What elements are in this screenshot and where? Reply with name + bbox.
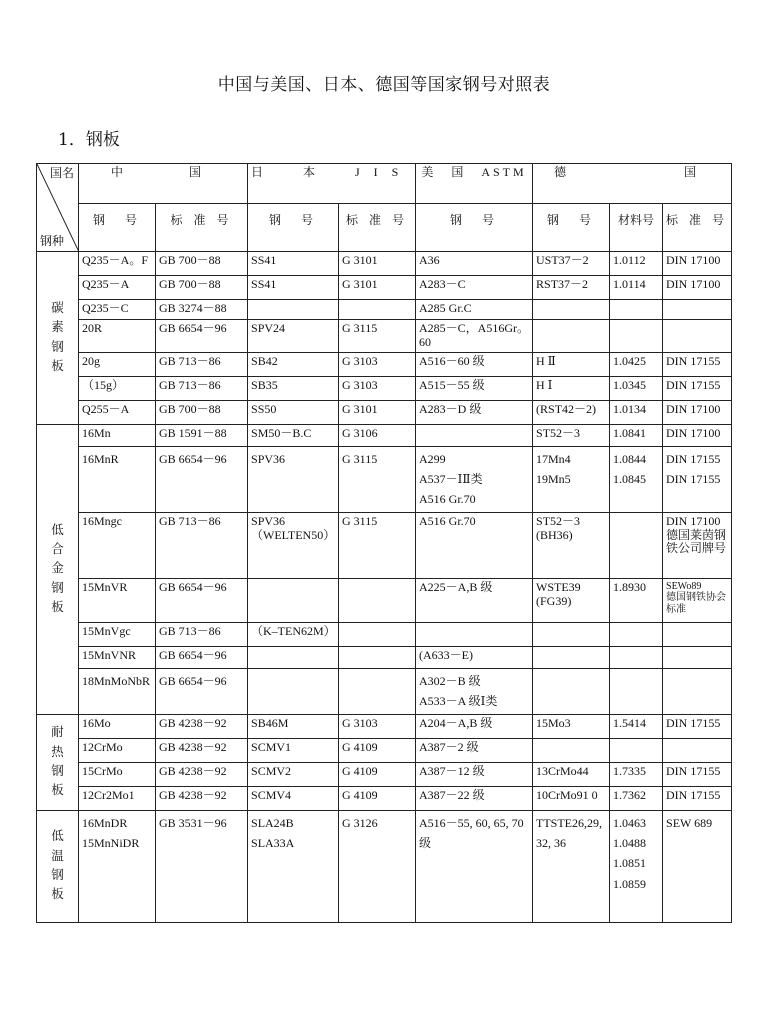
din-grade-cell xyxy=(533,646,610,668)
din-standard-cell: DIN 17100 xyxy=(663,276,732,300)
header-corner-cell xyxy=(37,164,79,252)
category-char: 钢 xyxy=(51,868,64,883)
din-standard-cell: DIN 17155 xyxy=(663,714,732,738)
china-grade-cell: 18MnMoNbR xyxy=(79,668,156,714)
china-standard-cell: GB 713－86 xyxy=(156,352,248,376)
jis-grade-cell: SPV36 xyxy=(248,446,339,512)
column-header: 材料号 xyxy=(610,204,663,252)
din-standard-cell: DIN 17155 xyxy=(663,352,732,376)
category-char: 钢 xyxy=(51,339,64,354)
china-standard-cell: GB 713－86 xyxy=(156,512,248,578)
jis-grade-cell xyxy=(248,300,339,320)
jis-grade-cell: SB42 xyxy=(248,352,339,376)
din-material-no-cell xyxy=(610,512,663,578)
astm-grade-cell: A516－55, 60, 65, 70 级 xyxy=(416,810,533,922)
din-material-no-cell: 1.0345 xyxy=(610,376,663,400)
din-grade-cell: (RST42－2) xyxy=(533,400,610,424)
table-row xyxy=(37,424,732,446)
din-standard-cell: DIN 17100 xyxy=(663,252,732,276)
china-grade-cell: 15MnVgc xyxy=(79,622,156,646)
din-standard-cell: DIN 17155 DIN 17155 xyxy=(663,446,732,512)
jis-grade-cell: SS41 xyxy=(248,276,339,300)
din-material-no-cell: 1.7335 xyxy=(610,762,663,786)
astm-grade-cell: A515－55 级 xyxy=(416,376,533,400)
astm-grade-cell: A283－C xyxy=(416,276,533,300)
china-standard-cell: GB 713－86 xyxy=(156,376,248,400)
astm-grade-cell: A283－D 级 xyxy=(416,400,533,424)
column-header: 钢 号 xyxy=(79,204,156,252)
astm-grade-cell: A516－60 级 xyxy=(416,352,533,376)
din-grade-cell: ST52－3 (BH36) xyxy=(533,512,610,578)
category-char: 素 xyxy=(51,320,64,335)
category-cell xyxy=(37,714,79,810)
jis-grade-cell: SCMV4 xyxy=(248,786,339,810)
china-grade-cell: Q235－A xyxy=(79,276,156,300)
jis-standard-cell: G 4109 xyxy=(339,786,416,810)
table-row xyxy=(37,714,732,738)
column-header: 钢 号 xyxy=(248,204,339,252)
din-standard-cell: DIN 17155 xyxy=(663,786,732,810)
china-standard-cell: GB 6654－96 xyxy=(156,320,248,353)
china-grade-cell: 16Mo xyxy=(79,714,156,738)
din-material-no-cell xyxy=(610,646,663,668)
table-row xyxy=(37,446,732,512)
din-material-no-cell: 1.0112 xyxy=(610,252,663,276)
china-grade-cell: 15CrMo xyxy=(79,762,156,786)
jis-grade-cell: SS41 xyxy=(248,252,339,276)
jis-standard-cell: G 3115 xyxy=(339,512,416,578)
din-material-no-cell xyxy=(610,738,663,762)
china-grade-cell: 15MnVR xyxy=(79,578,156,622)
category-char: 钢 xyxy=(51,580,64,595)
din-material-no-cell xyxy=(610,622,663,646)
category-char: 钢 xyxy=(51,764,64,779)
table-row xyxy=(37,300,732,320)
din-grade-cell: H Ⅱ xyxy=(533,352,610,376)
astm-grade-cell: A299 A537－ⅠⅡ类 A516 Gr.70 xyxy=(416,446,533,512)
table-row xyxy=(37,810,732,922)
china-standard-cell: GB 1591－88 xyxy=(156,424,248,446)
column-header: 标 准 号 xyxy=(663,204,732,252)
jis-grade-cell: SB46M xyxy=(248,714,339,738)
din-standard-cell: DIN 17155 xyxy=(663,376,732,400)
din-grade-cell: RST37－2 xyxy=(533,276,610,300)
china-standard-cell: GB 4238－92 xyxy=(156,738,248,762)
china-standard-cell: GB 713－86 xyxy=(156,622,248,646)
table-row xyxy=(37,738,732,762)
din-standard-cell xyxy=(663,668,732,714)
corner-steel-type-label: 钢种 xyxy=(40,233,65,248)
din-material-no-cell: 1.0463 1.0488 1.0851 1.0859 xyxy=(610,810,663,922)
corner-country-label: 国名 xyxy=(49,166,74,180)
country-header-usa: 美 国 ASTM xyxy=(416,164,533,204)
china-grade-cell: （15g） xyxy=(79,376,156,400)
china-standard-cell: GB 6654－96 xyxy=(156,578,248,622)
table-body xyxy=(37,252,732,923)
astm-grade-cell: A225－A,B 级 xyxy=(416,578,533,622)
jis-grade-cell: SS50 xyxy=(248,400,339,424)
din-standard-cell xyxy=(663,622,732,646)
jis-grade-cell xyxy=(248,646,339,668)
table-row xyxy=(37,320,732,353)
country-header-japan: 日 本 JIS xyxy=(248,164,416,204)
category-char: 合 xyxy=(51,542,64,556)
china-grade-cell: 16MnR xyxy=(79,446,156,512)
china-grade-cell: Q235－C xyxy=(79,300,156,320)
document-title: 中国与美国、日本、德国等国家钢号对照表 xyxy=(217,75,551,95)
jis-standard-cell: G 3103 xyxy=(339,376,416,400)
astm-grade-cell xyxy=(416,622,533,646)
table-row xyxy=(37,352,732,376)
din-grade-cell xyxy=(533,320,610,353)
table-row xyxy=(37,276,732,300)
category-cell xyxy=(37,424,79,714)
astm-grade-cell: A204－A,B 级 xyxy=(416,714,533,738)
din-grade-cell: UST37－2 xyxy=(533,252,610,276)
astm-grade-cell: (A633－E) xyxy=(416,646,533,668)
china-standard-cell: GB 6654－96 xyxy=(156,646,248,668)
china-grade-cell: 16MnDR 15MnNiDR xyxy=(79,810,156,922)
din-standard-cell: SEW 689 xyxy=(663,810,732,922)
jis-standard-cell: G 3115 xyxy=(339,446,416,512)
jis-grade-cell: SB35 xyxy=(248,376,339,400)
din-material-no-cell xyxy=(610,300,663,320)
table-row xyxy=(37,578,732,622)
jis-standard-cell: G 3103 xyxy=(339,714,416,738)
din-standard-cell: DIN 17155 xyxy=(663,762,732,786)
din-material-no-cell: 1.7362 xyxy=(610,786,663,810)
jis-standard-cell xyxy=(339,646,416,668)
column-header: 钢 号 xyxy=(533,204,610,252)
din-standard-cell: DIN 17100 德国莱茵钢 铁公司牌号 xyxy=(663,512,732,578)
table-row xyxy=(37,512,732,578)
astm-grade-cell: A302－B 级 A533－A 级Ⅰ类 xyxy=(416,668,533,714)
jis-grade-cell xyxy=(248,578,339,622)
jis-grade-cell: （K–TEN62M） xyxy=(248,622,339,646)
country-header-germany: 德 国 xyxy=(533,164,732,204)
jis-grade-cell: SM50－B.C xyxy=(248,424,339,446)
din-material-no-cell: 1.8930 xyxy=(610,578,663,622)
country-header-china: 中 国 xyxy=(79,164,248,204)
jis-standard-cell: G 4109 xyxy=(339,738,416,762)
china-standard-cell: GB 4238－92 xyxy=(156,714,248,738)
china-grade-cell: 20R xyxy=(79,320,156,353)
china-standard-cell: GB 3274－88 xyxy=(156,300,248,320)
category-char: 板 xyxy=(51,359,64,374)
jis-grade-cell: SLA24B SLA33A xyxy=(248,810,339,922)
china-grade-cell: 15MnVNR xyxy=(79,646,156,668)
din-grade-cell xyxy=(533,622,610,646)
table-row xyxy=(37,400,732,424)
jis-grade-cell xyxy=(248,668,339,714)
din-material-no-cell: 1.0134 xyxy=(610,400,663,424)
category-char: 板 xyxy=(51,887,64,902)
din-standard-cell xyxy=(663,646,732,668)
din-grade-cell xyxy=(533,668,610,714)
category-cell xyxy=(37,252,79,425)
astm-grade-cell: A36 xyxy=(416,252,533,276)
din-material-no-cell xyxy=(610,320,663,353)
china-standard-cell: GB 6654－96 xyxy=(156,446,248,512)
category-char: 低 xyxy=(51,829,64,844)
din-grade-cell: 17Mn4 19Mn5 xyxy=(533,446,610,512)
din-standard-cell: SEWo89 德国钢铁协会标准 xyxy=(663,578,732,622)
astm-grade-cell: A285 Gr.C xyxy=(416,300,533,320)
din-grade-cell: 13CrMo44 xyxy=(533,762,610,786)
china-standard-cell: GB 4238－92 xyxy=(156,762,248,786)
jis-standard-cell: G 3103 xyxy=(339,352,416,376)
china-standard-cell: GB 700－88 xyxy=(156,400,248,424)
category-cell xyxy=(37,810,79,922)
din-grade-cell xyxy=(533,300,610,320)
din-standard-cell xyxy=(663,320,732,353)
category-char: 耐 xyxy=(51,725,64,740)
jis-standard-cell: G 3101 xyxy=(339,276,416,300)
jis-standard-cell xyxy=(339,578,416,622)
din-grade-cell: WSTE39 (FG39) xyxy=(533,578,610,622)
din-grade-cell xyxy=(533,738,610,762)
table-row xyxy=(37,786,732,810)
din-material-no-cell: 1.0844 1.0845 xyxy=(610,446,663,512)
astm-grade-cell: A387－12 级 xyxy=(416,762,533,786)
china-grade-cell: 16Mngc xyxy=(79,512,156,578)
category-char: 温 xyxy=(51,848,64,863)
din-grade-cell: 15Mo3 xyxy=(533,714,610,738)
jis-grade-cell: SCMV1 xyxy=(248,738,339,762)
steel-grade-table xyxy=(36,163,732,923)
section-heading: 1．钢板 xyxy=(58,130,120,150)
din-standard-cell: DIN 17100 xyxy=(663,424,732,446)
jis-standard-cell: G 3115 xyxy=(339,320,416,353)
china-standard-cell: GB 3531－96 xyxy=(156,810,248,922)
astm-grade-cell: A516 Gr.70 xyxy=(416,512,533,578)
table-row xyxy=(37,252,732,276)
din-material-no-cell: 1.0425 xyxy=(610,352,663,376)
column-header: 标 准 号 xyxy=(339,204,416,252)
table-row xyxy=(37,646,732,668)
china-grade-cell: 12Cr2Mo1 xyxy=(79,786,156,810)
din-material-no-cell: 1.0114 xyxy=(610,276,663,300)
astm-grade-cell: A285－C，A516Gr。60 xyxy=(416,320,533,353)
china-standard-cell: GB 700－88 xyxy=(156,252,248,276)
china-standard-cell: GB 700－88 xyxy=(156,276,248,300)
column-header: 钢 号 xyxy=(416,204,533,252)
china-grade-cell: 20g xyxy=(79,352,156,376)
din-standard-cell xyxy=(663,300,732,320)
jis-grade-cell: SCMV2 xyxy=(248,762,339,786)
astm-grade-cell xyxy=(416,424,533,446)
din-standard-cell: DIN 17100 xyxy=(663,400,732,424)
china-grade-cell: 12CrMo xyxy=(79,738,156,762)
din-grade-cell: TTSTE26,29, 32, 36 xyxy=(533,810,610,922)
column-header: 标 准 号 xyxy=(156,204,248,252)
china-grade-cell: 16Mn xyxy=(79,424,156,446)
jis-grade-cell: SPV36 （WELTEN50） xyxy=(248,512,339,578)
china-grade-cell: Q235－A。F xyxy=(79,252,156,276)
astm-grade-cell: A387－2 级 xyxy=(416,738,533,762)
din-material-no-cell xyxy=(610,668,663,714)
jis-standard-cell xyxy=(339,622,416,646)
category-char: 板 xyxy=(51,600,64,615)
din-grade-cell: H Ⅰ xyxy=(533,376,610,400)
jis-standard-cell: G 3101 xyxy=(339,400,416,424)
din-grade-cell: ST52－3 xyxy=(533,424,610,446)
din-material-no-cell: 1.5414 xyxy=(610,714,663,738)
category-char: 热 xyxy=(51,744,64,759)
table-row xyxy=(37,622,732,646)
astm-grade-cell: A387－22 级 xyxy=(416,786,533,810)
category-char: 板 xyxy=(51,783,64,798)
jis-standard-cell: G 3106 xyxy=(339,424,416,446)
category-char: 碳 xyxy=(51,301,64,316)
category-char: 低 xyxy=(51,522,64,537)
jis-standard-cell xyxy=(339,300,416,320)
table-row xyxy=(37,668,732,714)
jis-standard-cell xyxy=(339,668,416,714)
jis-grade-cell: SPV24 xyxy=(248,320,339,353)
jis-standard-cell: G 4109 xyxy=(339,762,416,786)
din-material-no-cell: 1.0841 xyxy=(610,424,663,446)
china-grade-cell: Q255－A xyxy=(79,400,156,424)
table-row xyxy=(37,762,732,786)
jis-standard-cell: G 3126 xyxy=(339,810,416,922)
table-row xyxy=(37,376,732,400)
din-standard-cell xyxy=(663,738,732,762)
category-char: 金 xyxy=(51,561,64,576)
china-standard-cell: GB 4238－92 xyxy=(156,786,248,810)
jis-standard-cell: G 3101 xyxy=(339,252,416,276)
china-standard-cell: GB 6654－96 xyxy=(156,668,248,714)
din-grade-cell: 10CrMo91 0 xyxy=(533,786,610,810)
